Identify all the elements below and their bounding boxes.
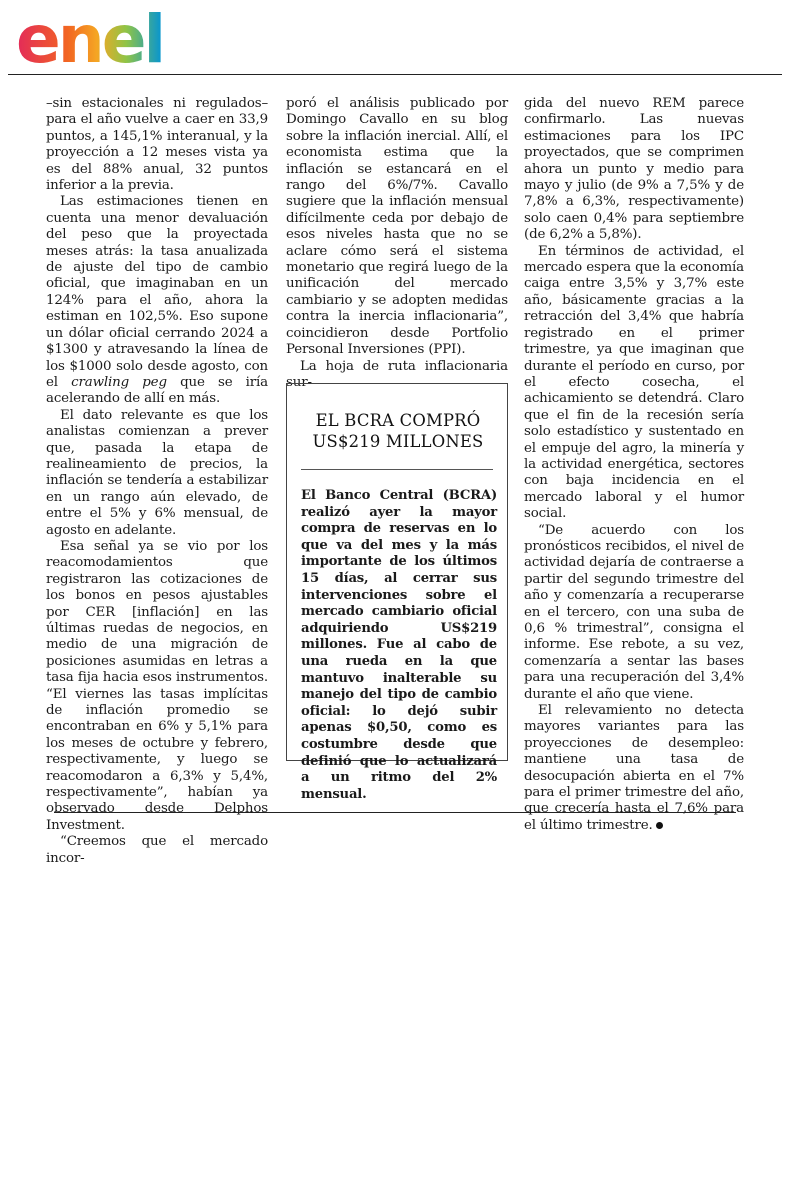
paragraph: El dato relevante es que los analistas comienzan a prever que, pasada la etapa de realineamiento de precios, la inflación se tendería a estabilizar en un rango aún elevado, de entre el 5% y 6% mensual, de agosto en adelante. — [46, 407, 268, 538]
paragraph: poró el análisis publicado por Domingo Cavallo en su blog sobre la inflación inercial. Allí, el economista estima que la inflación se estancará en el rango del 6%/7%. Cavallo sugiere que la inflación mensual difícilmente ceda por debajo de esos niveles hasta que no se aclare cómo será el sistema monetario que regirá luego de la unificación del mercado cambiario y se adopten medidas contra la inercia inflacionaria”, coincidieron desde Portfolio Personal Inversiones (PPI). — [286, 96, 508, 358]
box-divider — [301, 469, 493, 470]
paragraph: La hoja de ruta inflacionaria sur- — [286, 358, 508, 390]
paragraph: gida del nuevo REM parece confirmarlo. Las nuevas estimaciones para los IPC proyectados, que se comprimen ahora un punto y medio para mayo y julio (de 9% a 7,5% y de 7,8% a 6,3%, respectivamente) solo caen 0,4% para septiembre (de 6,2% a 5,8%). — [524, 96, 744, 243]
enel-logo — [16, 10, 181, 70]
paragraph: El relevamiento no detecta mayores variantes para las proyecciones de desempleo: mantiene una tasa de desocupación abierta en el 7% para el primer trimestre del año, que crecería hasta el 7,6% para el último trimestre. — [524, 703, 744, 833]
paragraph: En términos de actividad, el mercado espera que la economía caiga entre 3,5% y 3,7% este año, básicamente gracias a la retracción del 3,4% que habría registrado en el primer trimestre, ya que imaginan que durante el período en curso, por el efecto cosecha, el achicamiento se detendrá. Claro que el fin de la recesión sería solo estadístico y sustentado en el empuje del agro, la minería y la actividad energética, sectores con baja incidencia en el mercado laboral y el humor social. — [524, 243, 744, 522]
paragraph: –sin estacionales ni regulados– para el año vuelve a caer en 33,9 puntos, a 145,1% interanual, y la proyección a 12 meses vista ya es del 88% anual, 32 puntos inferior a la previa. — [46, 96, 268, 194]
paragraph: “Creemos que el mercado incor- — [46, 834, 268, 866]
logo-wordmark: enel — [16, 10, 164, 70]
box-body: El Banco Central (BCRA) realizó ayer la mayor compra de reservas en lo que va del mes y la más importante de los últimos 15 días, al cerrar sus intervenciones sobre el mercado cambiario oficial adquiriendo US$219 millones. Fue al cabo de una rueda en la que mantuvo inalterable su manejo del tipo de cambio oficial: lo dejó subir apenas $0,50, como es costumbre desde que definió que lo actualizará a un ritmo del 2% mensual. — [301, 488, 497, 802]
paragraph: “De acuerdo con los pronósticos recibidos, el nivel de actividad dejaría de contraerse a partir del segundo trimestre del año y comenzaría a recuperarse en el tercero, con una suba de 0,6 % trimestral”, consigna el informe. Ese rebote, a su vez, comenzaría a sentar las bases para una recuperación del 3,4% durante el año que viene. — [524, 522, 744, 702]
header-rule — [8, 74, 782, 75]
article-column-1 — [46, 96, 268, 867]
paragraph: Esa señal ya se vio por los reacomodamientos que registraron las cotizaciones de los bonos en pesos ajustables por CER [inflación] en las últimas ruedas de negocios, en medio de una migración de posiciones asumidas en letras a tasa fija hacia esos instrumentos. “El viernes las tasas implícitas de inflación promedio se encontraban en 6% y 5,1% para los meses de octubre y febrero, respectivamente, y luego se reacomodaron a 6,3% y 5,4%, respectivamente”, habían ya observado desde Delphos Investment. — [46, 538, 268, 833]
article-column-3 — [524, 96, 744, 834]
box-title: EL BCRA COMPRÓ US$219 MILLONES — [312, 411, 484, 451]
footer-rule — [54, 812, 736, 813]
end-mark-icon — [656, 822, 663, 829]
paragraph: Las estimaciones tienen en cuenta una menor devaluación del peso que la proyectada meses atrás: la tasa anualizada de ajuste del tipo de cambio oficial, que imaginaban en un 124% para el año, ahora la estiman en 102,5%. Eso supone un dólar oficial cerrando 2024 a $1300 y atravesando la línea de los $1000 solo desde agosto, con el crawling peg que se iría acelerando de allí en más. — [46, 194, 269, 407]
article-column-2 — [286, 96, 508, 391]
sidebar-box — [286, 383, 508, 802]
